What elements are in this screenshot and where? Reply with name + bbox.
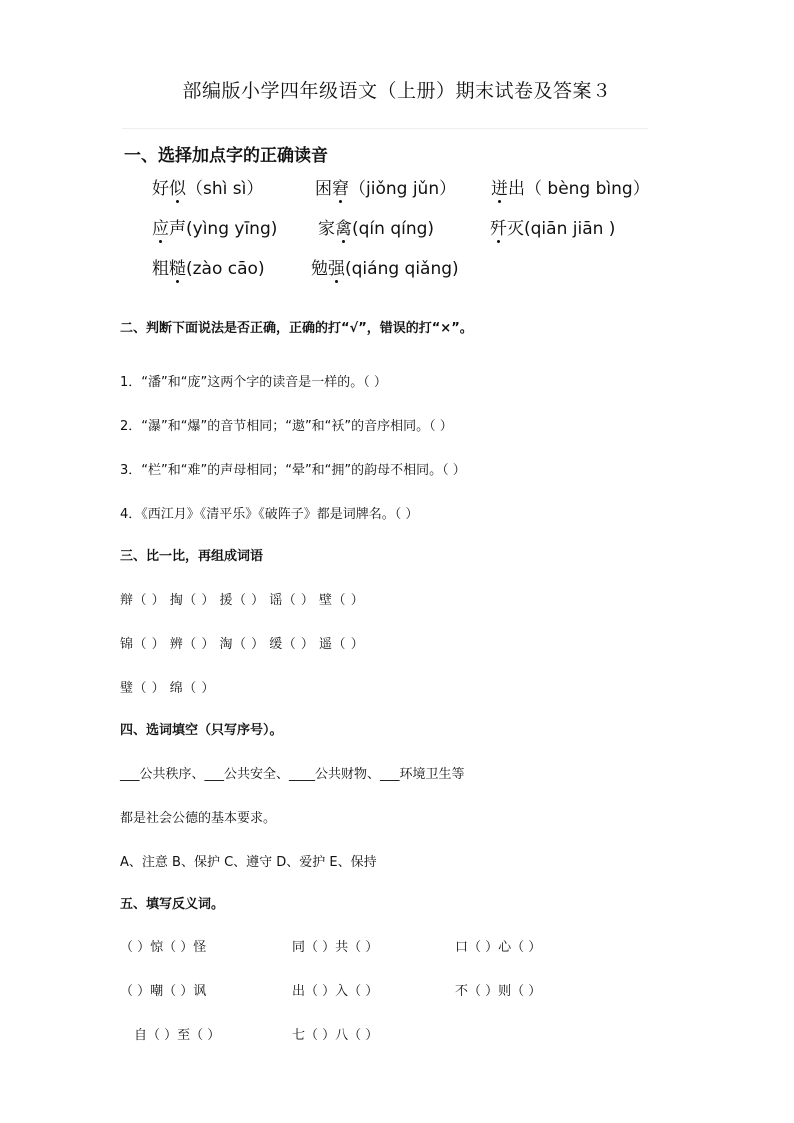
dotted-char: 似 xyxy=(169,174,186,199)
antonym-item: 同（ ）共（ ） xyxy=(292,940,379,955)
dotted-char: 强 xyxy=(328,254,345,279)
pinyin-item: 家禽(qín qíng) xyxy=(318,214,434,239)
dotted-char: 歼 xyxy=(490,214,507,239)
word-row: 锦（ ） 辨（ ） 淘（ ） 缓（ ） 遥（ ） xyxy=(120,637,365,652)
word-row: 辩（ ） 掏（ ） 援（ ） 谣（ ） 壁（ ） xyxy=(120,593,365,608)
pinyin-item: 应声(yìng yīng) xyxy=(152,214,277,239)
answer-options: A、注意 B、保护 C、遵守 D、爱护 E、保持 xyxy=(120,855,377,870)
question-item: 4．《西江月》《清平乐》《破阵子》都是词牌名。（ ） xyxy=(120,507,419,522)
question-item: 1．“潘”和“庞”这两个字的读音是一样的。（ ） xyxy=(120,375,387,390)
fill-in-sentence: 都是社会公德的基本要求。 xyxy=(120,811,277,826)
question-item: 3．“栏”和“难”的声母相同；“晕”和“拥”的韵母不相同。（ ） xyxy=(120,463,466,478)
dotted-char: 窘 xyxy=(332,174,349,199)
pinyin-item: 歼灭(qiān jiān ) xyxy=(490,214,615,239)
pinyin-item: 粗糙(zào cāo) xyxy=(152,254,265,279)
section-2-heading: 二、判断下面说法是否正确，正确的打“√”，错误的打“×”。 xyxy=(120,321,473,336)
section-5-heading: 五、填写反义词。 xyxy=(120,897,225,912)
dotted-char: 应 xyxy=(152,214,169,239)
antonym-item: 口（ ）心（ ） xyxy=(455,940,542,955)
antonym-item: 出（ ）入（ ） xyxy=(292,984,379,999)
section-1-heading: 一、选择加点字的正确读音 xyxy=(124,146,328,166)
antonym-item: （ ）嘲（ ）讽 xyxy=(120,984,207,999)
dotted-char: 禽 xyxy=(335,214,352,239)
antonym-item: 七（ ）八（ ） xyxy=(292,1028,379,1043)
question-item: 2．“瀑”和“爆”的音节相同；“遨”和“袄”的音序相同。（ ） xyxy=(120,419,453,434)
pinyin-item: 好似（shì sì） xyxy=(152,174,263,199)
antonym-item: 自（ ）至（ ） xyxy=(134,1028,221,1043)
dotted-char: 迸 xyxy=(491,174,508,199)
pinyin-item: 困窘（jiǒng jǔn） xyxy=(315,174,456,199)
divider xyxy=(122,128,648,129)
word-row: 璧（ ） 绵（ ） xyxy=(120,681,215,696)
antonym-item: 不（ ）则（ ） xyxy=(455,984,542,999)
page-title: 部编版小学四年级语文（上册）期末试卷及答案３ xyxy=(182,80,612,102)
section-3-heading: 三、比一比，再组成词语 xyxy=(120,549,264,564)
fill-in-sentence: ___公共秩序、___公共安全、____公共财物、___环境卫生等 xyxy=(120,767,465,782)
section-4-heading: 四、选词填空（只写序号）。 xyxy=(120,723,283,738)
pinyin-item: 迸出（ bèng bìng） xyxy=(491,174,650,199)
dotted-char: 糙 xyxy=(169,254,186,279)
pinyin-item: 勉强(qiáng qiǎng) xyxy=(311,254,459,279)
antonym-item: （ ）惊（ ）怪 xyxy=(120,940,207,955)
